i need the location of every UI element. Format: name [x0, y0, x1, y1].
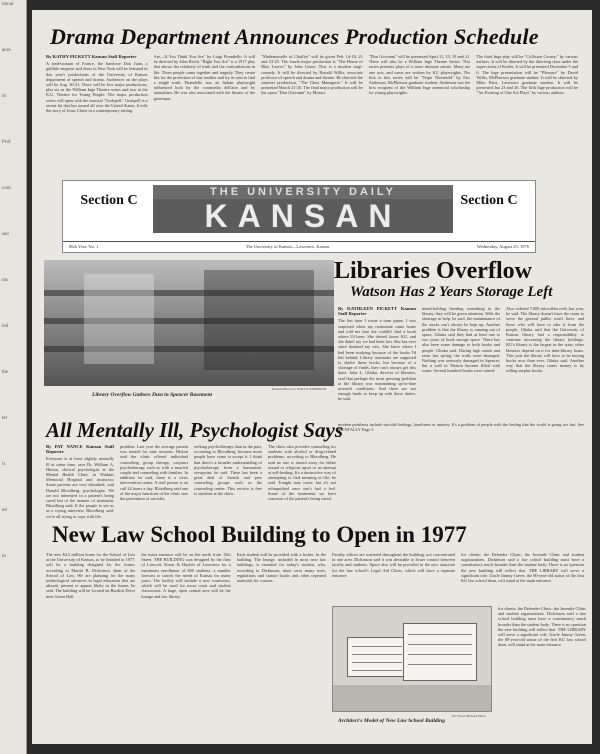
issue-date: Wednesday, August 25, 1976	[476, 244, 529, 249]
dateline-place: The University of Kansas—Lawrence, Kansas	[245, 244, 330, 249]
mental-column	[194, 444, 262, 522]
libraries-column-text: The last time I wrote a term paper, I was surprised when my roommate came home and told me that she couldn't find a book where I'd been. She doesn't know KU, and she didn't say we had been lost. She has ever since doubted my wits. She knew where I had been studying because of the books I'd left behind. Library assistants are supposed to shelve these books, but because of a shortage of funds, they can't always get this done. John L. Glinka, director of libraries, said that perhaps the most pressing problem at the library was maintaining up-to-date research conditions. And there are not enough funds to keep up with these duties, he said.	[338, 318, 416, 402]
mental-article	[46, 444, 336, 522]
libraries-headline: Libraries Overflow	[334, 258, 532, 284]
section-label-left: Section C	[80, 193, 138, 208]
libraries-article	[338, 306, 584, 420]
drama-column	[261, 54, 363, 184]
adjacent-page-word: tional	[2, 2, 14, 7]
mental-article-continued	[338, 422, 584, 522]
mental-column	[120, 444, 188, 522]
adjacent-page-word: ed	[2, 508, 7, 513]
mental-column-text: The clinic also provides counseling for students with alcohol or drug-related problems, according to Bloodberg. He said no one is turned away for either sexual or religious upset or an attempt at self-healing. It's a destructive way of attempting to find meaning to life, he said. Tonight may come, but it's not relinquished once one's had a feel. Some of the treatments we have concerns of the patient's being cured.	[268, 444, 336, 502]
law-column-text: The new $4.5 million home for the School of Law at the University of Kansas, to be finished in 1977, will be a building designed for the future, according to Martin B. Dickinson, dean of the School of Law. We are planning for the many technological advances in legal education that are already present or appear likely in the future, he said. The building will be located on Burdick Drive near Green Hall.	[46, 552, 136, 599]
law-column	[332, 552, 455, 600]
libraries-column	[422, 306, 500, 420]
drama-column-text: The third Inge play will be "Collision Course," by various authors. It will be directed by the directing class under the supervision of Keeler. It will be presented December 5 and 6. The Inge presentation will be "Pleasure" by David Willis, McPherson graduate student. It will be directed by Mike Rust, Lawrence graduate student. It will be presented Jan 23 and 26. The fifth Inge production will be "An Evening of One Act Plays" by various authors.	[476, 54, 578, 96]
adjacent-page-word: aces	[2, 48, 11, 53]
mental-column-text: seeking psychotherapy than in the past, according to Bloodberg, because more people have come to accept it. I think that there's a broader understanding of psychotherapy from a humanistic viewpoint, he said. There has been a great deal of friends and peer counseling groups such as the counseling center. This service is free to students at the clinic.	[194, 444, 262, 496]
law-drawing-caption: Architect's Model of New Law School Building	[338, 718, 445, 724]
drama-column	[369, 54, 471, 184]
library-photo-credit: Kansan Photo by WALLY EMERSON	[272, 387, 327, 391]
law-article-right	[332, 552, 584, 600]
mental-headline: All Mentally Ill, Psychologist Says	[46, 418, 343, 442]
adjacent-page-text	[0, 0, 26, 602]
law-column	[46, 552, 135, 732]
adjacent-page-fragment	[0, 0, 27, 754]
masthead-name: KANSAN	[153, 199, 453, 233]
masthead	[62, 180, 536, 253]
drama-column-text: "Mademoiselle of Chaillot" will be given Feb. 14-18, 21 and 23-25. The fourth major production is "The House of Blue Leaves" by John Guare. This is a modern tragi-comedy. It will be directed by Ronald Willis, associate professor of speech and drama and theatre. He directed the summer production, "The Glass Menagerie." It will be presented March 21-25. The final major production will be the opera "Don Giovanni" by Mozart.	[261, 54, 363, 96]
mental-column-text: problem. Last year the average patient was treated for nine sessions. Hinton said the clinic offered individual counseling, group therapy, conjunct psychotherapy such as with a married couple and counseling with families. In addition, he said, there is a crisis intervention center. A staff person is on call 24 hours a day. Bloodberg said one of the major functions of the clinic was the prevention of suicides.	[120, 444, 188, 502]
adjacent-page-word: com	[2, 186, 11, 191]
mental-column	[268, 444, 336, 522]
drama-column-text: "Don Giovanni" will be presented April 11, 13, 19 and 21. There will also be a William Inge Theatre Series. This series presents plays of a more intimate nature. Many are one acts, and some are written by KU playwrights. The first in this series will be "Tequi Threshold" by Eric Anderson, McPherson graduate student. Anderson was the first recipient of the William Inge memorial scholarship for young playwrights.	[368, 54, 471, 96]
drama-article	[46, 54, 578, 184]
adjacent-page-word: ter	[2, 416, 8, 421]
building-plaza	[333, 685, 491, 712]
building-wing	[347, 637, 407, 677]
adjacent-page-word: in	[2, 94, 6, 99]
drama-column-text: A tradewoman of France, the hardcore Don Juan, a gullible emperor and Jesus in New York will be featured in this year's productions of the University of Kansas department of speech and drama. Audiences on the plays will be Aug. 30-31. There will be five major productions, plus six in the William Inge Theatre series and two in the K.U. Theatre for Young People. The major production series will open with the musical "Godspell." Godspell is a recent hit that has toured all over the United States. It tells the story of Jesus Christ in a contemporary setting.	[46, 61, 148, 114]
law-column	[461, 552, 584, 600]
library-photo-caption: Library Overflow Gathers Dust in Spencer Basement	[92, 392, 213, 398]
mental-column	[338, 422, 584, 522]
mental-column-text: modern problems include suicidal feelings, loneliness or anxiety. It's a problem of people with the feeling that the world is going too fast. See MENTALLY Page 3	[338, 422, 584, 433]
libraries-subhead: Watson Has 2 Years Storage Left	[350, 284, 553, 300]
libraries-column	[338, 306, 416, 420]
volume-number: 86th Year, No. 1	[69, 244, 99, 249]
drama-column	[46, 54, 148, 184]
drama-byline: By KATHY PICKETT Kansan Staff Reporter	[46, 54, 137, 59]
adjacent-page-word: led	[2, 324, 9, 329]
law-drawing-credit: KU News Bureau Photo	[452, 714, 486, 718]
library-photo	[44, 260, 334, 386]
libraries-column-text: mend-holding bending something in the library, they will be given attention. With the shortage in help, he said, the maintenance of the stacks can't always be kept up. Another problem is that the library is running out of space. Glinka said they had at least one to two years of book storage space. There has also been some damage to both books and people. Glinka said. During high winds and rains last spring, the walls were damaged. Nothing was seriously damaged in Spencer, but a wall in Watson became filled with water. Several hundred books were ruined.	[422, 306, 500, 374]
section-label-right: Section C	[460, 193, 518, 208]
law-headline: New Law School Building to Open in 1977	[52, 522, 467, 547]
mental-byline: By PAT NANCE Kansan Staff Reporter	[46, 444, 114, 455]
adjacent-page-word: to	[2, 554, 6, 559]
law-column	[498, 606, 586, 736]
law-column-text: Faculty offices are scattered throughout the building, not concentrated in one area. Dickinson said it was desirable to foster contact between faculty and students. Space also will be provided in the new structure for the law school's Legal Aid Clinic, which will have a separate entrance.	[332, 552, 455, 578]
law-column	[237, 552, 326, 732]
mental-column	[46, 444, 114, 522]
photo-stack	[84, 274, 154, 364]
drama-headline: Drama Department Announces Production Schedule	[50, 24, 539, 49]
mental-column-text: Everyone is at least slightly mentally ill at some time, says Dr. William A. Hinton, clinical psychologist at the Mental Health Clinic in Watkins Memorial Hospital and instructor. Some patients are very disturbed, said Donald Bloodberg, psychologist. We are not interested in a patient's being cured but of the manner of treatment. Bloodberg said. If the people to see us as a crying interview, Bloodberg said, we're all trying to cope with life.	[46, 456, 114, 519]
drama-column	[154, 54, 256, 184]
drama-column-text: Are—If You Think You Are" by Luigi Pirandello. It will be directed by John Reich. "Right You Are" is a 1917 play that shows the relativity of truth and the contradictions in life. Three people come together and tragedy. They create lies for the protection of one another and try in vain to find a single truth. Pirandello was an Italian playwright influenced both by the commedia dell'arte and by naturalism. He was also associated with the theatre of the grotesque.	[153, 54, 256, 101]
adjacent-page-word: nts	[2, 278, 8, 283]
adjacent-page-word: Prof	[2, 140, 11, 145]
dateline	[63, 241, 535, 249]
masthead-top-line: THE UNIVERSITY DAILY	[153, 185, 453, 199]
libraries-column	[506, 306, 584, 420]
adjacent-page-word: is	[2, 462, 6, 467]
law-column-text: the main entrance will be on the north from 15th Street. THE BUILDING was designed by the firm of Linscott, Kiene & Haylett of Lawrence for a maximum enrollment of 600 students, a number forecast to satisfy the needs of Kansas for many years. The facility will include a new courtroom, which will be used for moot court and student classrooms. A large, open central area will be the lounge and law library.	[141, 552, 231, 599]
law-building-drawing	[332, 606, 492, 712]
law-column-text: for clients; the Defender Clinic; the Juvenile Clinic and student organizations. Dickinson said a law school building must have a constituency much broader than the student body. There is no question the new building will reflect that. THE LIBRARY will serve a significant role. Uncle Jimmy Green, the 80-year-old statue of the first KU law school dean, will stand at the main entrance.	[461, 552, 584, 584]
photo-stack	[204, 270, 314, 370]
libraries-byline: By KATHLEEN PICKETT Kansan Staff Reporter	[338, 306, 416, 317]
adjacent-page-word: sed	[2, 232, 9, 237]
law-article-far-right	[498, 606, 586, 736]
adjacent-page-word: the	[2, 370, 9, 375]
law-article	[46, 552, 326, 732]
drama-column	[476, 54, 578, 184]
law-column-text: Each student will be provided with a locker. In the building. The lounge, included in most new law buildings, is essential for today's student, who, according to Dickinson, must carry many texts, regulations and statute books and other repeated materials for courses.	[236, 552, 326, 584]
law-column-text: for clients; the Defender Clinic; the Juvenile Clinic and student organizations. Dickinson said a law school building must have a constituency much broader than the student body. There is no question the new building will reflect that. THE LIBRARY will serve a significant role. Uncle Jimmy Green, the 80-year-old statue of the first KU law school dean, will stand at the main entrance.	[498, 606, 586, 648]
newspaper-page	[32, 10, 592, 744]
law-column	[141, 552, 230, 732]
building-main	[403, 623, 477, 681]
libraries-column-text: Also ordered 7,000 microfilm reels last year, he said. The library doesn't have the room to serve the general public won't have, and those who will have to take it from the people. Glinka said that the University of Kansas library had a responsibility to continue increasing the library holdings. KU's library is the largest in the state, other libraries depend on it for inter-library loans. This year the library will have to be buying books now than ever, Glinka said. Another way that the library raises money is by selling surplus books.	[506, 306, 584, 374]
